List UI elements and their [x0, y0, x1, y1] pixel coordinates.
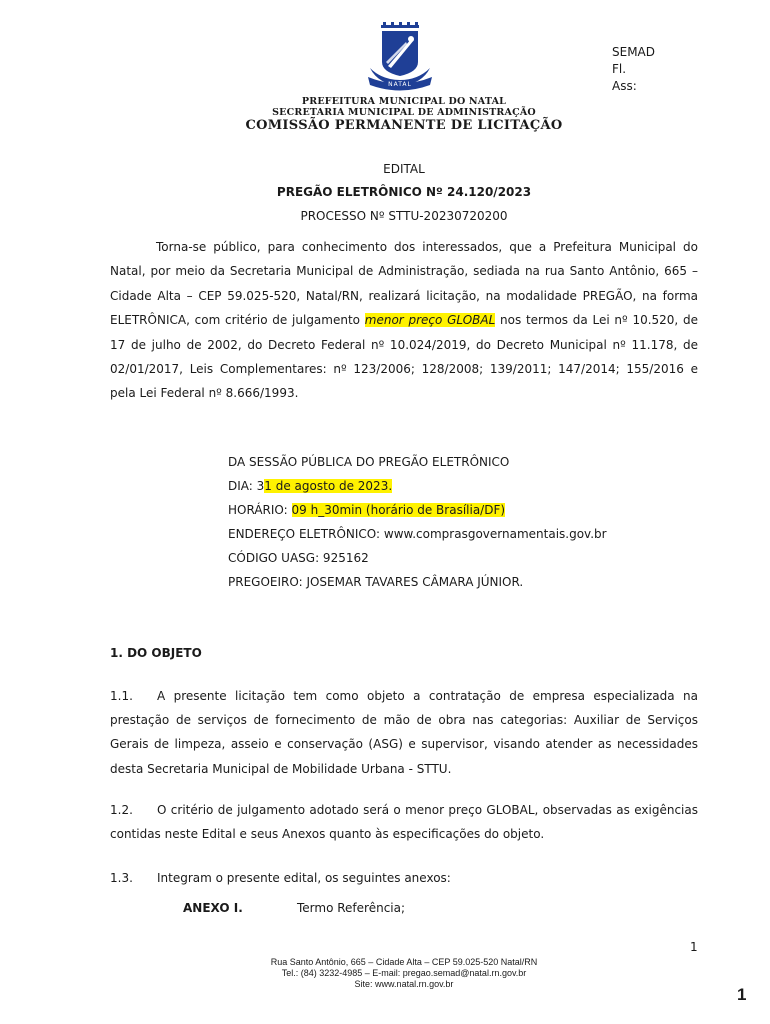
item-number: 1.1.: [110, 689, 133, 703]
intro-highlight-criterion: menor preço GLOBAL: [364, 313, 496, 328]
session-date: [228, 474, 607, 498]
session-time: [228, 498, 607, 522]
semad-label: SEMAD: [612, 45, 656, 59]
intro-paragraph: [110, 235, 698, 406]
session-date-value: 1 de agosto de 2023.: [264, 479, 393, 493]
item-1-1: [110, 684, 698, 781]
assinatura-label: Ass:: [612, 79, 637, 93]
intro-text-start: Torna-se público, para conhecimento dos interessados, que a Prefeitura Municipal do Natal, por meio da Secretaria Municipal de Administração, sediada na rua Santo Antônio, 665 – Cidade Alta – CEP 59.025-520, Natal/RN, realizará licitação, na modalidade PREGÃO, na forma ELETRÔNICA, com critério de julgamento: [110, 240, 698, 328]
section-title-objeto: 1. DO OBJETO: [110, 646, 202, 660]
processo-number: PROCESSO Nº STTU-20230720200: [300, 209, 508, 223]
document-title-edital: EDITAL: [383, 162, 425, 176]
session-date-label: DIA: 3: [228, 479, 265, 493]
item-1-2: [110, 798, 698, 846]
intro-text-end: nos termos da Lei nº 10.520, de 17 de julho de 2002, do Decreto Federal nº 10.024/2019, do Decreto Municipal nº 11.178, de 02/01/2017, Leis Complementares: nº 123/2006; 128/2008; 139/2011; 147/2014; 155/2016 e pela Lei Federal nº 8.666/1993.: [110, 313, 698, 401]
item-text: Integram o presente edital, os seguintes anexos:: [157, 871, 451, 885]
semad-stamp-fields: [612, 44, 655, 95]
item-number: 1.3.: [110, 871, 133, 885]
footer-site: Site: www.natal.rn.gov.br: [354, 979, 454, 989]
pregao-number: PREGÃO ELETRÔNICO Nº 24.120/2023: [276, 185, 532, 199]
header-comissao: COMISSÃO PERMANENTE DE LICITAÇÃO: [245, 118, 563, 133]
anexo-description: Termo Referência;: [297, 901, 406, 915]
document-page-number: 1: [690, 940, 698, 954]
session-address: ENDEREÇO ELETRÔNICO: www.comprasgovernamentais.gov.br: [228, 527, 607, 541]
header-secretaria: SECRETARIA MUNICIPAL DE ADMINISTRAÇÃO: [272, 107, 536, 118]
anexo-label: ANEXO I.: [183, 901, 243, 915]
session-uasg-code: CÓDIGO UASG: 925162: [228, 551, 369, 565]
viewer-page-number: 1: [737, 985, 747, 1004]
session-title: DA SESSÃO PÚBLICA DO PREGÃO ELETRÔNICO: [228, 455, 510, 469]
footer-contact: Tel.: (84) 3232-4985 – E-mail: pregao.semad@natal.rn.gov.br: [281, 968, 527, 978]
item-1-3: [110, 866, 698, 890]
item-text: A presente licitação tem como objeto a contratação de empresa especializada na prestação de serviços de fornecimento de mão de obra nas categorias: Auxiliar de Serviços Gerais de limpeza, asseio e conservação (ASG) e supervisor, visando atender as necessidades desta Secretaria Municipal de Mobilidade Urbana - STTU.: [110, 689, 698, 776]
item-number: 1.2.: [110, 803, 133, 817]
session-time-value: 09 h_30min (horário de Brasília/DF): [291, 503, 506, 517]
session-info-block: [228, 450, 607, 594]
natal-crest-logo: [364, 22, 436, 92]
footer-address: Rua Santo Antônio, 665 – Cidade Alta – CEP 59.025-520 Natal/RN: [270, 957, 538, 967]
folha-label: Fl.: [612, 62, 627, 76]
crest-ribbon-text: NATAL: [388, 81, 412, 88]
header-prefeitura: PREFEITURA MUNICIPAL DO NATAL: [301, 96, 507, 107]
session-pregoeiro: PREGOEIRO: JOSEMAR TAVARES CÂMARA JÚNIOR.: [228, 575, 524, 589]
session-time-label: HORÁRIO:: [228, 503, 292, 517]
item-text: O critério de julgamento adotado será o menor preço GLOBAL, observadas as exigências contidas neste Edital e seus Anexos quanto às especificações do objeto.: [110, 803, 698, 842]
